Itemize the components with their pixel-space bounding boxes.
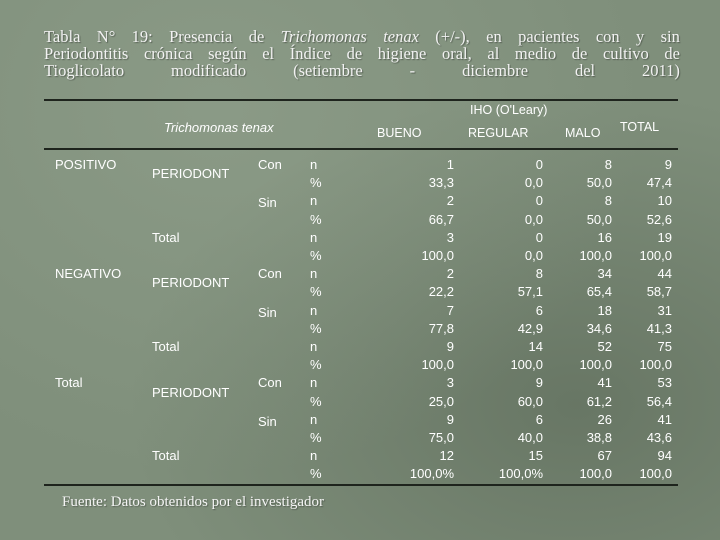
header-group-iho: IHO (O'Leary) [470, 103, 548, 117]
table-cell: 53 [657, 375, 672, 391]
row-group-label: NEGATIVO [55, 266, 122, 282]
row-unit: n [310, 302, 318, 318]
table-cell: 66,7 [428, 211, 454, 227]
table-cell: 9 [664, 157, 672, 172]
title-word: 2011) [642, 61, 680, 80]
row-unit: n [310, 229, 318, 245]
title-word: sin [660, 27, 680, 46]
row-sub-label: PERIODONT [152, 384, 230, 400]
table-cell: 8 [604, 193, 612, 209]
table-cell: 94 [657, 448, 672, 464]
table-cell: 52 [597, 339, 612, 354]
row-condition-label: Sin [258, 195, 277, 211]
title-word: oral, [441, 44, 472, 63]
table-cell: 100,0 [421, 357, 454, 373]
title-word: Presencia [169, 27, 233, 46]
table-cell: 75 [657, 339, 672, 354]
row-unit: % [310, 211, 322, 227]
table-cell: 100,0 [510, 357, 543, 373]
row-sub-label: Total [152, 339, 180, 354]
row-unit: % [310, 393, 322, 409]
table-cell: 18 [597, 302, 612, 318]
row-sub-label: Total [152, 448, 180, 464]
table-cell: 47,4 [646, 175, 672, 191]
table-cell: 16 [597, 229, 612, 245]
row-group-label: POSITIVO [55, 157, 117, 172]
table-cell: 3 [446, 375, 454, 391]
table-cell: 6 [535, 302, 543, 318]
table-cell: 0 [535, 229, 543, 245]
table-cell: 2 [446, 266, 454, 282]
table-cell: 34 [597, 266, 612, 282]
row-unit: % [310, 430, 322, 445]
table-cell: 100,0 [639, 466, 672, 482]
row-unit: % [310, 357, 322, 373]
table-cell: 100,0% [498, 466, 543, 482]
table-cell: 1 [446, 157, 454, 172]
table-cell: 9 [535, 375, 543, 391]
table-cell: 52,6 [646, 211, 672, 227]
title-word: pacientes [518, 27, 580, 46]
row-sub-label: Total [152, 229, 180, 245]
row-condition-label: Con [258, 157, 282, 172]
table-cell: 26 [597, 411, 612, 427]
header-row-label: Trichomonas tenax [164, 120, 274, 135]
title-word: el [262, 44, 275, 63]
row-unit: % [310, 466, 322, 482]
row-unit: n [310, 157, 318, 172]
table-cell: 50,0 [586, 211, 612, 227]
header-col-bueno: BUENO [377, 126, 422, 140]
table-cell: 9 [446, 411, 454, 427]
table-cell: 77,8 [428, 320, 454, 336]
table-cell: 75,0 [428, 430, 454, 445]
header-col-total: TOTAL [620, 120, 660, 134]
row-unit: n [310, 411, 318, 427]
title-word: tenax [383, 27, 419, 46]
table-cell: 43,6 [646, 430, 672, 445]
top-rule [44, 99, 678, 101]
table-cell: 0,0 [524, 175, 543, 191]
table-cell: 25,0 [428, 393, 454, 409]
row-unit: n [310, 448, 318, 464]
table-cell: 67 [597, 448, 612, 464]
title-word: de [664, 44, 680, 63]
row-sub-label: PERIODONT [152, 166, 230, 182]
table-cell: 100,0 [579, 466, 612, 482]
title-word: Tioglicolato [44, 61, 125, 80]
table-cell: 61,2 [586, 393, 612, 409]
row-unit: % [310, 175, 322, 191]
title-word: medio [514, 44, 557, 63]
title-word: N° [96, 27, 116, 46]
row-group-label: Total [55, 375, 83, 391]
title-word: - [409, 61, 416, 80]
table-cell: 50,0 [586, 175, 612, 191]
title-line [44, 45, 680, 62]
row-condition-label: Sin [258, 304, 277, 320]
title-word: Índice [289, 44, 331, 63]
title-word: Periodontitis [44, 44, 129, 63]
header-col-malo: MALO [565, 126, 601, 140]
title-word: de [571, 44, 588, 63]
table-cell: 40,0 [517, 430, 543, 445]
title-word: de [346, 44, 363, 63]
table-cell: 100,0 [639, 248, 672, 263]
title-word: y [636, 27, 645, 46]
title-word: (+/-), [435, 27, 470, 46]
table-cell: 44 [657, 266, 672, 282]
row-unit: % [310, 248, 322, 263]
title-word: con [595, 27, 620, 46]
title-word: Trichomonas [280, 27, 367, 46]
title-word: higiene [377, 44, 427, 63]
table-cell: 100,0 [579, 248, 612, 263]
table-cell: 0 [535, 193, 543, 209]
table-cell: 3 [446, 229, 454, 245]
row-unit: n [310, 339, 318, 354]
title-line [44, 62, 680, 79]
table-cell: 56,4 [646, 393, 672, 409]
header-rule [44, 148, 678, 150]
table-cell: 100,0 [579, 357, 612, 373]
table-cell: 31 [657, 302, 672, 318]
title-word: según [208, 44, 247, 63]
table-cell: 100,0 [639, 357, 672, 373]
title-word: (setiembre [293, 61, 363, 80]
table-cell: 15 [528, 448, 543, 464]
source-note: Fuente: Datos obtenidos por el investigador [62, 494, 325, 510]
table-cell: 6 [535, 411, 543, 427]
row-unit: n [310, 375, 318, 391]
table-cell: 10 [657, 193, 672, 209]
table-cell: 100,0 [421, 248, 454, 263]
table-cell: 0,0 [524, 211, 543, 227]
table-cell: 60,0 [517, 393, 543, 409]
table-cell: 42,9 [517, 320, 543, 336]
table-cell: 41 [657, 411, 672, 427]
table-cell: 57,1 [517, 284, 543, 300]
row-unit: n [310, 193, 318, 209]
table-cell: 2 [446, 193, 454, 209]
table-cell: 8 [535, 266, 543, 282]
title-word: del [574, 61, 596, 80]
table-cell: 9 [446, 339, 454, 354]
table-cell: 100,0% [409, 466, 454, 482]
table-cell: 14 [528, 339, 543, 354]
table-cell: 7 [446, 302, 454, 318]
table-cell: 41,3 [646, 320, 672, 336]
row-sub-label: PERIODONT [152, 275, 230, 291]
title-word: Tabla [44, 27, 81, 46]
table-cell: 58,7 [646, 284, 672, 300]
table-cell: 12 [439, 448, 454, 464]
row-condition-label: Con [258, 266, 282, 282]
title-line [44, 28, 680, 45]
table-cell: 38,8 [586, 430, 612, 445]
title-word: de [248, 27, 265, 46]
row-unit: n [310, 266, 318, 282]
title-word: en [486, 27, 502, 46]
table-cell: 0,0 [524, 248, 543, 263]
title-word: crónica [143, 44, 193, 63]
title-word: al [487, 44, 500, 63]
title-word: 19: [131, 27, 153, 46]
table-title [44, 28, 680, 79]
title-word: cultivo [602, 44, 649, 63]
row-unit: % [310, 284, 322, 300]
row-condition-label: Sin [258, 413, 277, 429]
title-word: modificado [171, 61, 247, 80]
table-cell: 41 [597, 375, 612, 391]
table-cell: 8 [604, 157, 612, 172]
table-cell: 19 [657, 229, 672, 245]
table-cell: 34,6 [586, 320, 612, 336]
table-cell: 65,4 [586, 284, 612, 300]
table-cell: 0 [535, 157, 543, 172]
row-condition-label: Con [258, 375, 282, 391]
bottom-rule [44, 484, 678, 486]
table-cell: 33,3 [428, 175, 454, 191]
header-col-regular: REGULAR [468, 126, 529, 140]
row-unit: % [310, 320, 322, 336]
title-word: diciembre [462, 61, 529, 80]
table-cell: 22,2 [428, 284, 454, 300]
